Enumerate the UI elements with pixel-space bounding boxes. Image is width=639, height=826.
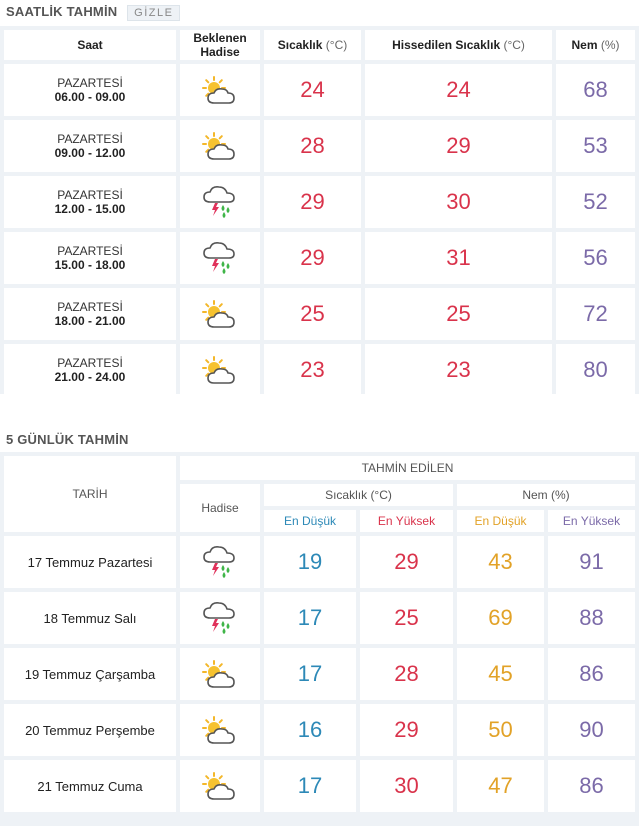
- daily-hum-min: 43: [457, 536, 544, 588]
- hourly-feels: 29: [365, 120, 552, 172]
- partly-cloudy-icon: [198, 657, 242, 691]
- header-daily-humidity: Nem (%): [457, 484, 635, 506]
- hourly-event-cell: [180, 232, 260, 284]
- header-feels-unit: (°C): [503, 38, 525, 52]
- daily-hum-max: 86: [548, 648, 635, 700]
- daily-date: 18 Temmuz Salı: [4, 592, 176, 644]
- hourly-temp: 24: [264, 64, 361, 116]
- thunder-rain-icon: [200, 184, 240, 220]
- daily-temp-min: 17: [264, 760, 356, 812]
- header-humidity-unit: (%): [600, 38, 620, 52]
- hourly-humidity: 80: [556, 344, 635, 396]
- partly-cloudy-icon: [198, 353, 242, 387]
- partly-cloudy-icon: [198, 713, 242, 747]
- header-humidity: [556, 30, 635, 60]
- hourly-row: [4, 64, 635, 116]
- daily-event-cell: [180, 648, 260, 700]
- daily-date: 19 Temmuz Çarşamba: [4, 648, 176, 700]
- hourly-event-cell: [180, 120, 260, 172]
- hourly-day: PAZARTESİ: [57, 300, 123, 314]
- hide-button[interactable]: GİZLE: [127, 5, 180, 21]
- daily-event-cell: [180, 760, 260, 812]
- daily-hum-max: 88: [548, 592, 635, 644]
- hourly-time-cell: [4, 288, 176, 340]
- daily-hum-min: 50: [457, 704, 544, 756]
- daily-event-cell: [180, 592, 260, 644]
- header-temp-min: En Düşük: [264, 510, 356, 532]
- header-time: Saat: [4, 30, 176, 60]
- hourly-day: PAZARTESİ: [57, 76, 123, 90]
- hourly-time-cell: [4, 176, 176, 228]
- header-daily-event: Hadise: [180, 484, 260, 532]
- hourly-humidity: 52: [556, 176, 635, 228]
- hourly-row: [4, 232, 635, 284]
- daily-temp-min: 16: [264, 704, 356, 756]
- daily-hum-min: 45: [457, 648, 544, 700]
- hourly-feels: 23: [365, 344, 552, 396]
- hourly-event-cell: [180, 64, 260, 116]
- daily-row: [4, 648, 635, 700]
- hourly-hours: 06.00 - 09.00: [54, 90, 126, 104]
- hourly-event-cell: [180, 344, 260, 396]
- header-temp-max: En Yüksek: [360, 510, 453, 532]
- daily-row: [4, 760, 635, 812]
- daily-temp-min: 19: [264, 536, 356, 588]
- hourly-hours: 09.00 - 12.00: [54, 146, 126, 160]
- hourly-row: [4, 176, 635, 228]
- partly-cloudy-icon: [198, 73, 242, 107]
- hourly-day: PAZARTESİ: [57, 188, 123, 202]
- header-event: [180, 30, 260, 60]
- hourly-table: [0, 26, 639, 400]
- hourly-hours: 15.00 - 18.00: [54, 258, 126, 272]
- hourly-time-cell: [4, 120, 176, 172]
- hourly-feels: 31: [365, 232, 552, 284]
- header-date: TARİH: [4, 456, 176, 532]
- header-event-line2: Hadise: [200, 45, 240, 59]
- header-humidity-label: Nem: [571, 38, 598, 52]
- hourly-feels: 24: [365, 64, 552, 116]
- header-temp-label: Sıcaklık: [277, 38, 323, 52]
- partly-cloudy-icon: [198, 769, 242, 803]
- header-forecast: TAHMİN EDİLEN: [180, 456, 635, 480]
- hourly-temp: 23: [264, 344, 361, 396]
- hourly-day: PAZARTESİ: [57, 356, 123, 370]
- daily-temp-min: 17: [264, 648, 356, 700]
- daily-date: 21 Temmuz Cuma: [4, 760, 176, 812]
- hourly-temp: 29: [264, 232, 361, 284]
- partly-cloudy-icon: [198, 297, 242, 331]
- daily-row: [4, 704, 635, 756]
- hourly-temp: 25: [264, 288, 361, 340]
- hourly-feels: 25: [365, 288, 552, 340]
- thunder-rain-icon: [200, 544, 240, 580]
- hourly-time-cell: [4, 64, 176, 116]
- daily-hum-max: 90: [548, 704, 635, 756]
- header-hum-min: En Düşük: [457, 510, 544, 532]
- hourly-day: PAZARTESİ: [57, 132, 123, 146]
- header-temp-unit: (°C): [325, 38, 348, 52]
- hourly-humidity: 68: [556, 64, 635, 116]
- hourly-panel: [0, 26, 639, 394]
- hourly-event-cell: [180, 176, 260, 228]
- hourly-day: PAZARTESİ: [57, 244, 123, 258]
- hourly-event-cell: [180, 288, 260, 340]
- partly-cloudy-icon: [198, 129, 242, 163]
- hourly-humidity: 56: [556, 232, 635, 284]
- hourly-hours: 21.00 - 24.00: [54, 370, 126, 384]
- hourly-humidity: 53: [556, 120, 635, 172]
- daily-event-cell: [180, 536, 260, 588]
- header-temp: [264, 30, 361, 60]
- header-feels: [365, 30, 552, 60]
- daily-table: [0, 452, 639, 816]
- daily-hum-min: 47: [457, 760, 544, 812]
- header-daily-temp: Sıcaklık (°C): [264, 484, 453, 506]
- hourly-hours: 18.00 - 21.00: [54, 314, 126, 328]
- header-event-line1: Beklenen: [193, 31, 247, 45]
- hourly-row: [4, 288, 635, 340]
- daily-date: 20 Temmuz Perşembe: [4, 704, 176, 756]
- hourly-row: [4, 120, 635, 172]
- hourly-time-cell: [4, 344, 176, 396]
- hourly-feels: 30: [365, 176, 552, 228]
- hourly-title-text: SAATLİK TAHMİN: [6, 4, 118, 19]
- daily-date: 17 Temmuz Pazartesi: [4, 536, 176, 588]
- header-feels-label: Hissedilen Sıcaklık: [392, 38, 501, 52]
- daily-hum-max: 91: [548, 536, 635, 588]
- daily-panel: [0, 452, 639, 826]
- thunder-rain-icon: [200, 600, 240, 636]
- header-hum-max: En Yüksek: [548, 510, 635, 532]
- daily-temp-max: 29: [360, 536, 453, 588]
- daily-temp-max: 25: [360, 592, 453, 644]
- daily-event-cell: [180, 704, 260, 756]
- daily-temp-max: 29: [360, 704, 453, 756]
- hourly-row: [4, 344, 635, 396]
- thunder-rain-icon: [200, 240, 240, 276]
- hourly-section-title: [6, 4, 180, 21]
- daily-temp-max: 28: [360, 648, 453, 700]
- daily-temp-min: 17: [264, 592, 356, 644]
- hourly-temp: 28: [264, 120, 361, 172]
- daily-hum-min: 69: [457, 592, 544, 644]
- hourly-humidity: 72: [556, 288, 635, 340]
- hourly-temp: 29: [264, 176, 361, 228]
- daily-section-title: 5 GÜNLÜK TAHMİN: [6, 432, 129, 447]
- hourly-hours: 12.00 - 15.00: [54, 202, 126, 216]
- daily-row: [4, 536, 635, 588]
- daily-row: [4, 592, 635, 644]
- daily-hum-max: 86: [548, 760, 635, 812]
- daily-temp-max: 30: [360, 760, 453, 812]
- hourly-time-cell: [4, 232, 176, 284]
